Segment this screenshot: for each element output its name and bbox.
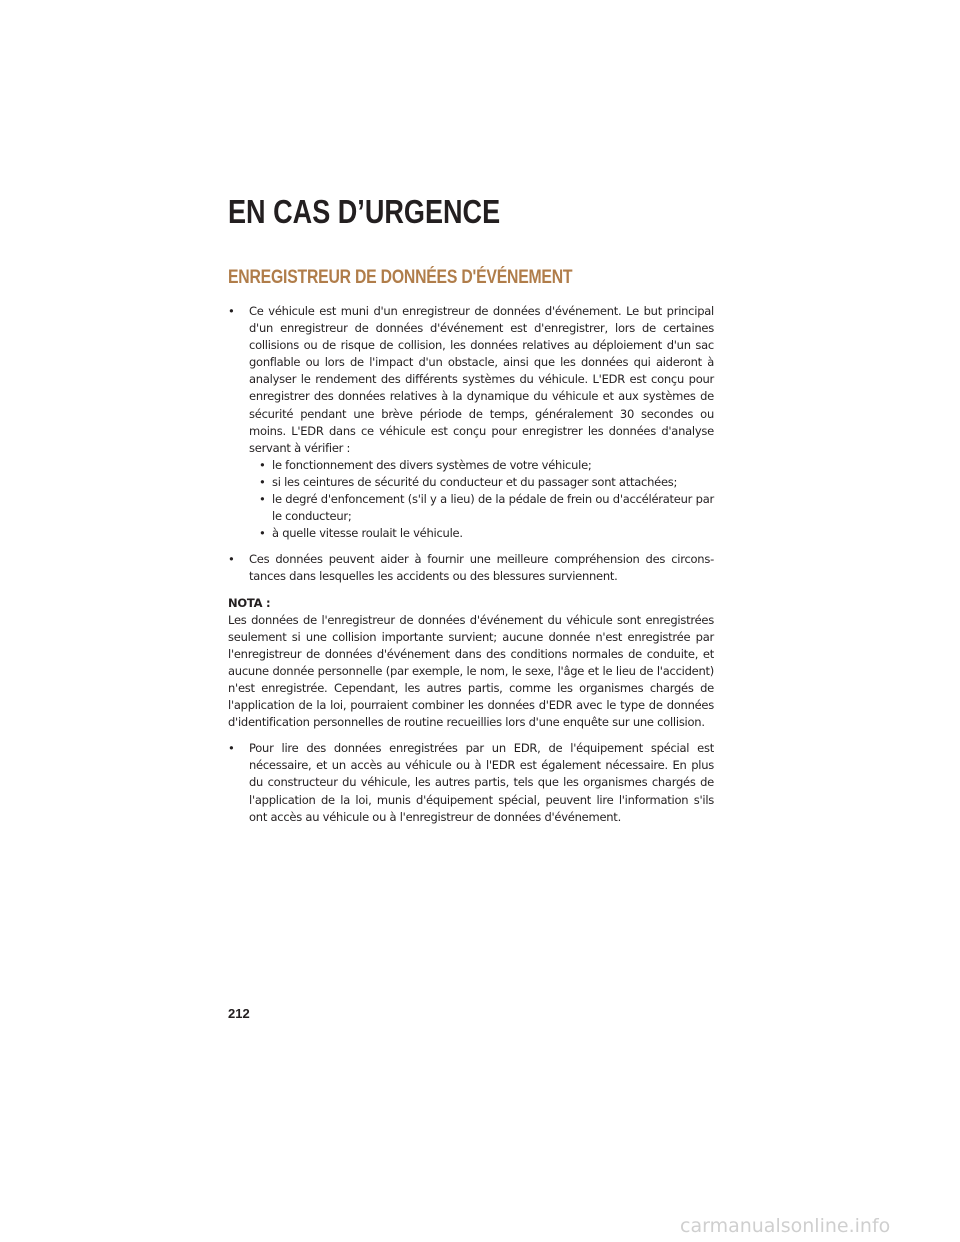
sub-list: [249, 457, 714, 542]
bullet-marker: •: [228, 741, 235, 756]
sub-list-item: [249, 457, 714, 474]
section-heading: ENREGISTREUR DE DONNÉES D'ÉVÉNEMENT: [228, 267, 573, 288]
chapter-title: EN CAS D’URGENCE: [228, 193, 501, 230]
bullet-text: Ce véhicule est muni d'un enregistreur de données d'événement. Le but principal d'un enregistreur de données d'événement est d'enregistrer, lors de certaines collisions ou de risque de collision, les données relatives au déploiement d'un sac gonflable ou lors de l'impact d'un obstacle, ainsi que les données qui aideront à analyser le rendement des différents systèmes du véhicule. L'EDR est conçu pour enregistrer des données relatives à la dynamique du véhicule et aux systèmes de sécurité pendant une brève période de temps, généralement 30 secondes ou moins. L'EDR dans ce véhicule est conçu pour enregistrer les données d'analyse servant à vérifier :: [249, 304, 714, 455]
bullet-text: Ces données peuvent aider à fournir une meilleure compréhension des circons-tances dans lesquelles les accidents ou des blessures surviennent.: [249, 552, 714, 584]
sub-list-item: [249, 525, 714, 542]
sub-item-text: le degré d'enfoncement (s'il y a lieu) de la pédale de frein ou d'accélérateur par le conducteur;: [272, 492, 714, 524]
bullet-marker: •: [228, 552, 235, 567]
bullet-item-data-usefulness: [228, 551, 714, 585]
bullet-marker: •: [259, 474, 266, 489]
note-label: NOTA :: [228, 595, 271, 610]
bullet-marker: •: [259, 526, 266, 541]
sub-list-item: [249, 491, 714, 525]
bullet-marker: •: [259, 457, 266, 472]
bullet-item-edr-description: [228, 303, 714, 542]
sub-list-item: [249, 474, 714, 491]
sub-item-text: à quelle vitesse roulait le véhicule.: [272, 526, 463, 541]
bullet-marker: •: [259, 492, 266, 507]
page-number: 212: [228, 1006, 250, 1021]
page-content: [228, 265, 714, 835]
note-text: Les données de l'enregistreur de données d'événement du véhicule sont enregistrées seulement si une collision importante survient; aucune donnée n'est enregistrée par l'enregistreur de données d'événement dans des conditions normales de conduite, et aucune donnée personnelle (par exemple, le nom, le sexe, l'âge et le lieu de l'accident) n'est enregistrée. Cependant, les autres partis, comme les organismes chargés de l'application de la loi, pourraient combiner les données d'EDR avec le type de données d'identification personnelles de routine recueillies lors d'une enquête sur une collision.: [228, 612, 714, 730]
bullet-marker: •: [228, 304, 235, 318]
bullet-text: Pour lire des données enregistrées par un EDR, de l'équipement spécial est nécessaire, et un accès au véhicule ou à l'EDR est également nécessaire. En plus du constructeur du véhicule, les autres partis, tels que les organismes chargés de l'application de la loi, munis d'équipement spécial, peuvent lire l'information s'ils ont accès au véhicule ou à l'enregistreur de données d'événement.: [249, 741, 714, 824]
sub-item-text: le fonctionnement des divers systèmes de votre véhicule;: [272, 457, 592, 472]
sub-item-text: si les ceintures de sécurité du conducteur et du passager sont attachées;: [272, 474, 678, 489]
bullet-item-reading-data: [228, 740, 714, 825]
watermark-text: carmanualsonline.info: [680, 1215, 891, 1237]
